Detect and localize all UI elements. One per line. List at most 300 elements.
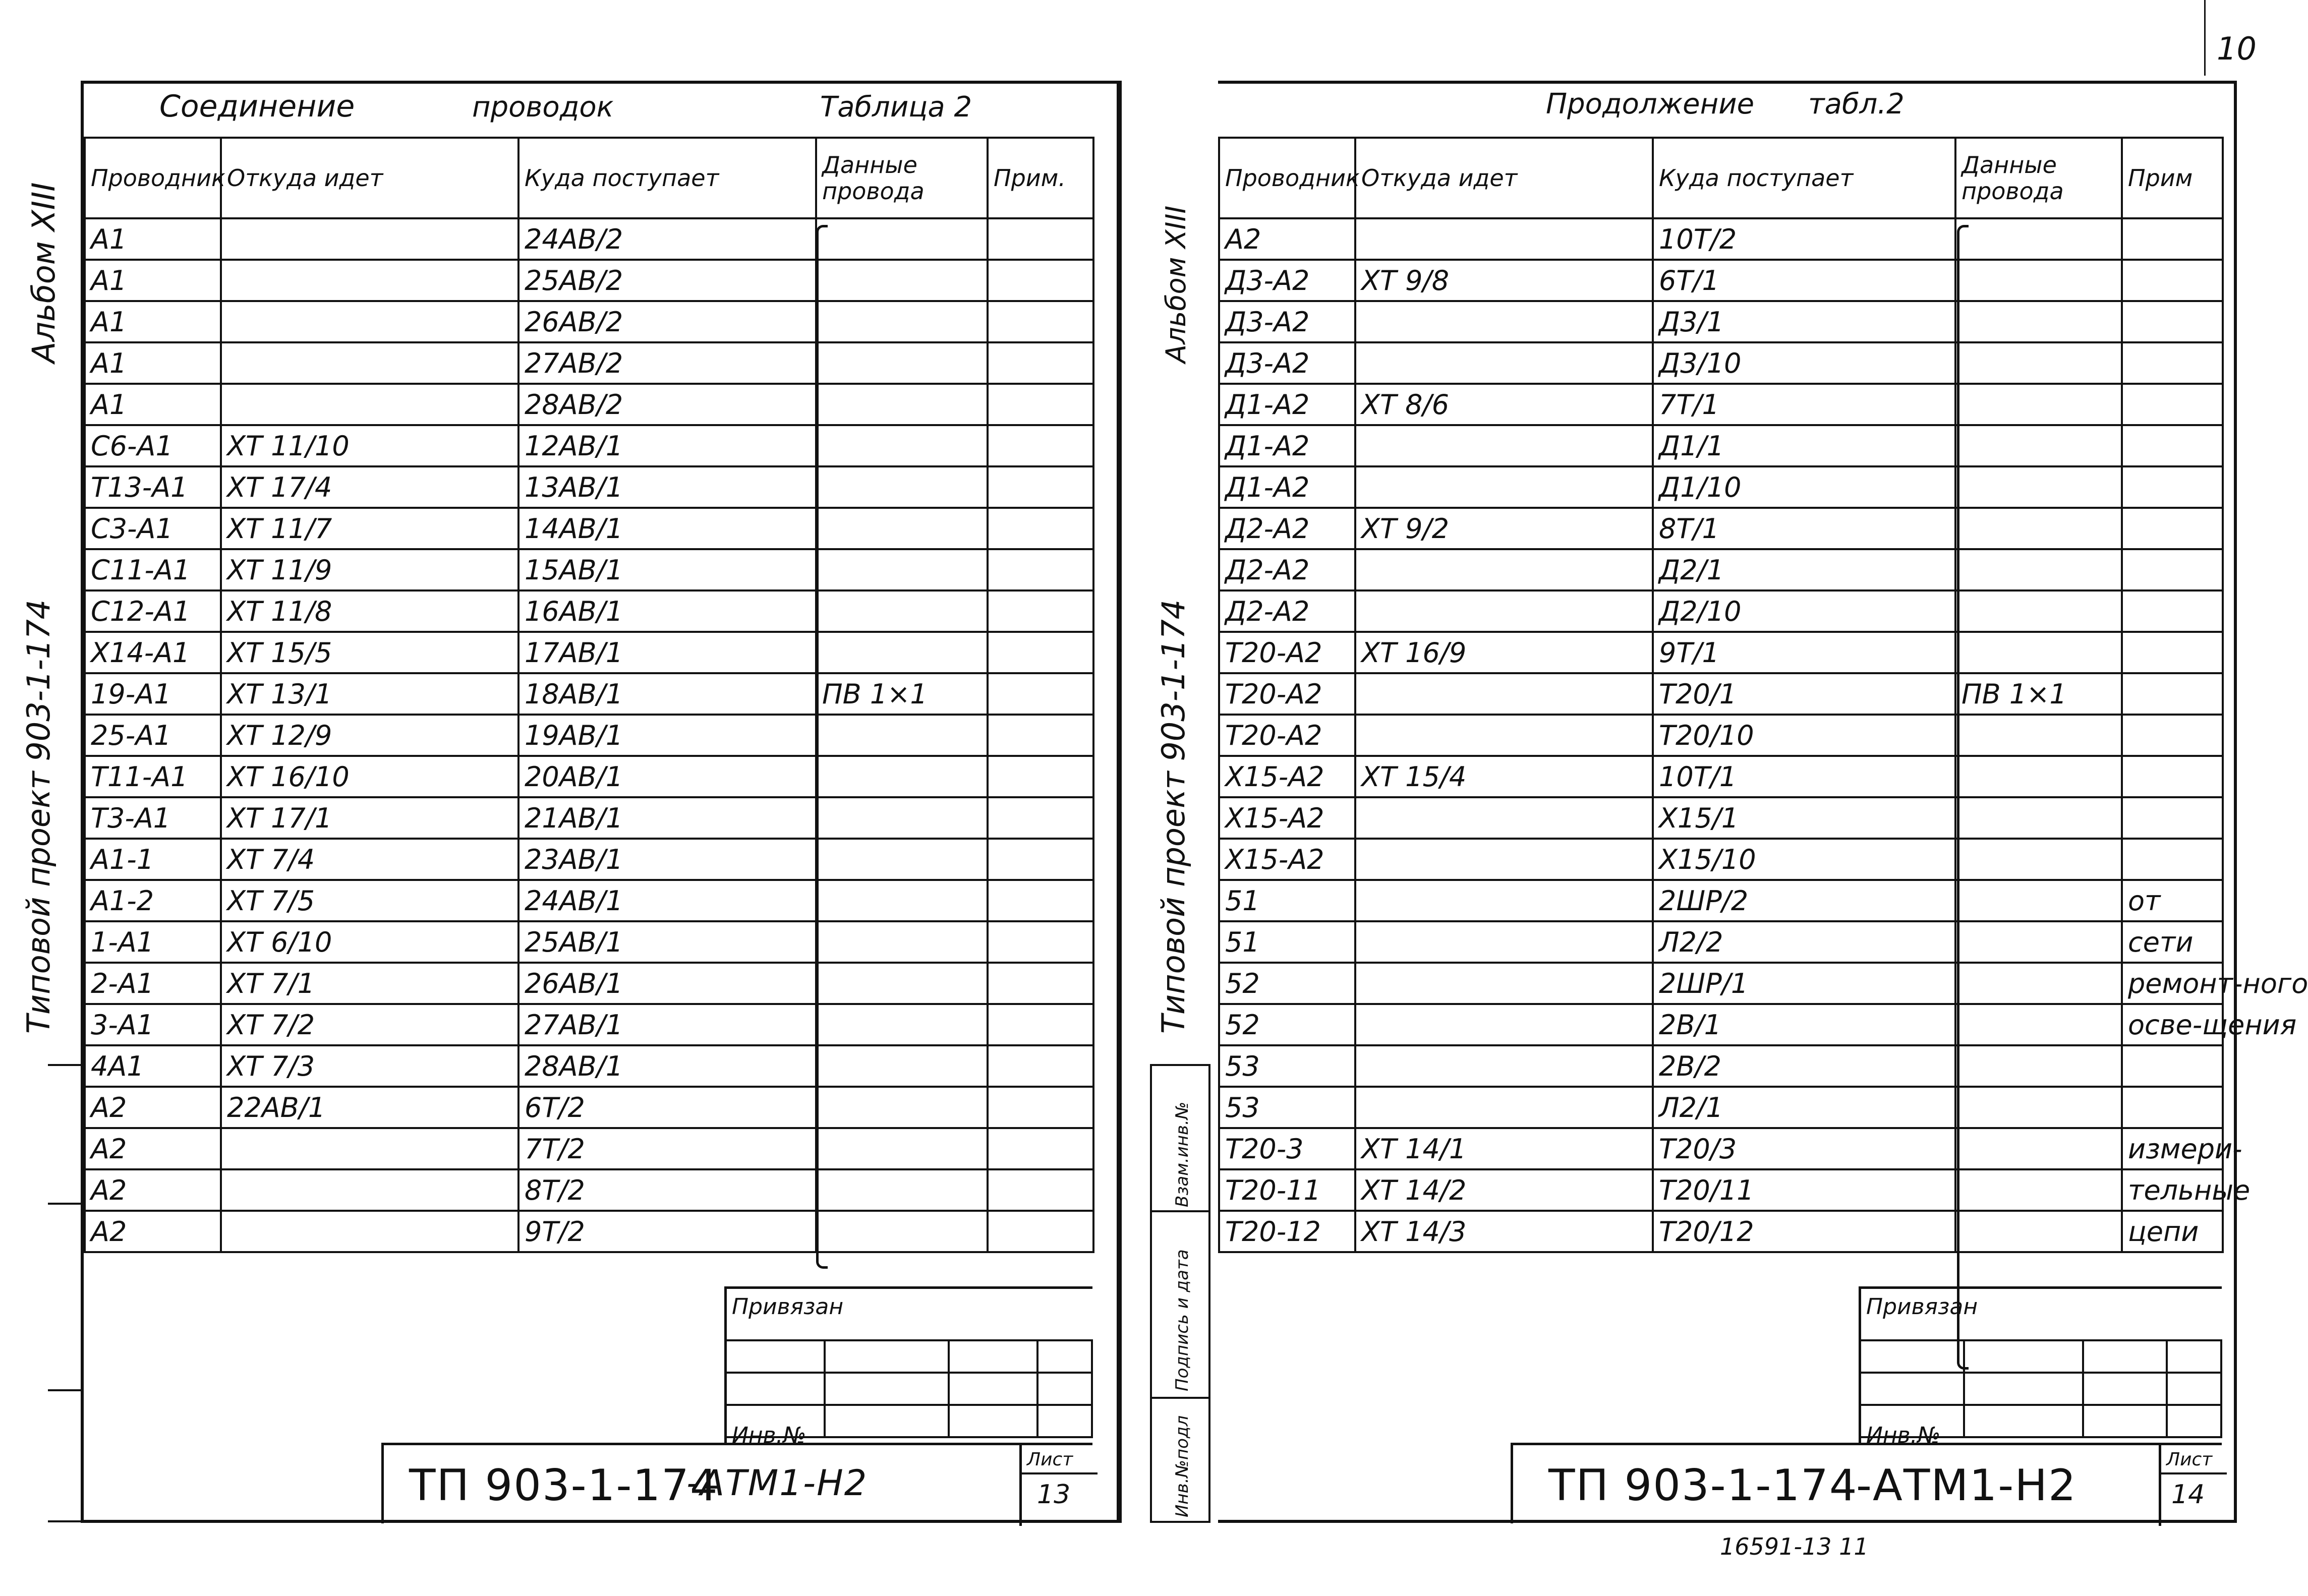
cell-to: Д3/10 [1653,342,1955,384]
cell-wire-data [1955,1045,2122,1087]
right-sheet-no-box [2159,1445,2227,1526]
right-title: Продолжение [1546,88,1755,121]
cell-wire-data [816,425,988,466]
cell-conductor: Д3-A2 [1219,260,1355,301]
cell-note [2122,673,2223,715]
cell-note: тельные [2122,1169,2223,1211]
cell-conductor: Д1-A2 [1219,466,1355,508]
cell-wire-data [1955,549,2122,590]
cell-note [988,1169,1093,1211]
cell-from [221,384,518,425]
cell-from [221,1128,518,1169]
right-title-block [1511,1443,2222,1523]
cell-from [1355,797,1653,839]
table-row [85,673,1093,715]
cell-note [988,260,1093,301]
left-sheet-number: 13 [1037,1480,1071,1510]
table-row [1219,590,2223,632]
table-row [1219,880,2223,921]
cell-conductor: 52 [1219,1004,1355,1045]
cell-from: XT 17/4 [221,466,518,508]
table-row [85,301,1093,342]
table-row [1219,1004,2223,1045]
cell-note [988,342,1093,384]
table-row [1219,384,2223,425]
table-row [1219,921,2223,963]
cell-note [988,549,1093,590]
cell-conductor: T20-A2 [1219,715,1355,756]
left-wire-table [84,137,1094,1253]
cell-from [1355,1087,1653,1128]
cell-to: 17AB/1 [518,632,816,673]
cell-from [1355,839,1653,880]
right-stamp-code: ТП 903-1-174 [1548,1460,1858,1511]
cell-wire-data [816,1087,988,1128]
cell-note [2122,384,2223,425]
cell-wire-data [816,466,988,508]
cell-note [2122,218,2223,260]
cell-conductor: 53 [1219,1045,1355,1087]
cell-note [988,756,1093,797]
cell-note [988,384,1093,425]
cell-to: X15/10 [1653,839,1955,880]
cell-to: T20/11 [1653,1169,1955,1211]
cell-to: 25AB/1 [518,921,816,963]
table-row [85,590,1093,632]
cell-wire-data [816,797,988,839]
header-conductor: Проводник [85,138,221,218]
table-row [1219,508,2223,549]
cell-conductor: T13-A1 [85,466,221,508]
cell-conductor: 51 [1219,921,1355,963]
cell-to: 24AB/2 [518,218,816,260]
right-table-label: табл.2 [1808,88,1905,121]
cell-from: XT 16/10 [221,756,518,797]
cell-wire-data [816,963,988,1004]
cell-from: XT 6/10 [221,921,518,963]
cell-from: 22AB/1 [221,1087,518,1128]
cell-wire-data: ПВ 1×1 [816,673,988,715]
table-row [1219,218,2223,260]
cell-note [2122,1087,2223,1128]
cell-conductor: Д1-A2 [1219,384,1355,425]
cell-note [988,590,1093,632]
cell-wire-data [816,1045,988,1087]
cell-wire-data [816,1004,988,1045]
cell-to: 15AB/1 [518,549,816,590]
cell-note [2122,1045,2223,1087]
table-row [1219,797,2223,839]
cell-note: от [2122,880,2223,921]
cell-wire-data [1955,342,2122,384]
cell-note: цепи [2122,1211,2223,1252]
cell-note [988,673,1093,715]
cell-from [1355,590,1653,632]
cell-from [1355,1004,1653,1045]
right-sheet-label: Лист [2166,1449,2213,1470]
cell-wire-data [816,839,988,880]
cell-conductor: A2 [85,1169,221,1211]
cell-wire-data [1955,921,2122,963]
cell-conductor: T20-A2 [1219,673,1355,715]
side-stamp-cell [1152,1212,1208,1399]
cell-note [988,301,1093,342]
right-stamp-suffix: -АТМ1-Н2 [1856,1460,2077,1511]
table-row [85,880,1093,921]
cell-to: Л2/2 [1653,921,1955,963]
cell-note [988,1128,1093,1169]
cell-from: XT 7/1 [221,963,518,1004]
cell-from [1355,715,1653,756]
cell-wire-data [1955,797,2122,839]
cell-to: 10T/2 [1653,218,1955,260]
cell-note [2122,549,2223,590]
cell-note [2122,342,2223,384]
cell-conductor: Д3-A2 [1219,342,1355,384]
cell-note [988,1045,1093,1087]
cell-to: Д1/1 [1653,425,1955,466]
cell-note [988,508,1093,549]
table-row [1219,342,2223,384]
table-row [85,1004,1093,1045]
cell-note [988,963,1093,1004]
cell-wire-data [1955,756,2122,797]
cell-conductor: Д3-A2 [1219,301,1355,342]
cell-conductor: C3-A1 [85,508,221,549]
cell-note: сети [2122,921,2223,963]
table-row [1219,549,2223,590]
table-row [85,839,1093,880]
cell-from: XT 11/7 [221,508,518,549]
left-sheet-no-box [1019,1445,1098,1526]
cell-to: 26AB/1 [518,963,816,1004]
header-note: Прим. [988,138,1093,218]
cell-note [2122,590,2223,632]
cell-from: XT 12/9 [221,715,518,756]
cell-conductor: T3-A1 [85,797,221,839]
cell-conductor: A1-2 [85,880,221,921]
cell-from: XT 17/1 [221,797,518,839]
header-from: Откуда идет [1355,138,1653,218]
cell-conductor: C6-A1 [85,425,221,466]
cell-note [988,425,1093,466]
cell-from: XT 15/5 [221,632,518,673]
table-row [1219,1087,2223,1128]
cell-conductor: 2-A1 [85,963,221,1004]
table-row [85,466,1093,508]
left-title-2: проводок [472,91,614,124]
cell-from: XT 14/3 [1355,1211,1653,1252]
cell-from [1355,673,1653,715]
cell-wire-data [816,384,988,425]
table-row [1219,1128,2223,1169]
header-note: Прим [2122,138,2223,218]
cell-to: 27AB/2 [518,342,816,384]
right-table-header [1219,138,2223,218]
left-stamp-suffix: -АТМ1-Н2 [686,1462,868,1504]
table-row [1219,260,2223,301]
cell-conductor: 1-A1 [85,921,221,963]
cell-to: 7T/2 [518,1128,816,1169]
cell-wire-data [816,1169,988,1211]
page-number: 10 [2217,30,2257,67]
cell-note [2122,466,2223,508]
right-wire-data-brace [1957,225,1969,1370]
cell-wire-data [816,508,988,549]
table-row [85,508,1093,549]
cell-to: 26AB/2 [518,301,816,342]
cell-wire-data [1955,1211,2122,1252]
cell-from [1355,425,1653,466]
side-stamp-replace-inv: Взам.инв.№ [1172,1101,1192,1207]
side-stamp-cell [1152,1066,1208,1212]
cell-to: 6T/2 [518,1087,816,1128]
table-row [1219,839,2223,880]
cell-wire-data [816,715,988,756]
cell-conductor: A2 [85,1128,221,1169]
cell-to: 9T/2 [518,1211,816,1252]
cell-wire-data [1955,715,2122,756]
cell-wire-data [1955,301,2122,342]
page-number-frame [2204,0,2206,76]
table-row [85,1128,1093,1169]
cell-conductor: T11-A1 [85,756,221,797]
cell-conductor: A1 [85,260,221,301]
cell-note [988,839,1093,880]
cell-from: XT 15/4 [1355,756,1653,797]
cell-wire-data [1955,632,2122,673]
table-row [85,756,1093,797]
cell-note [988,466,1093,508]
table-row [85,1211,1093,1252]
cell-from: XT 14/2 [1355,1169,1653,1211]
table-row [1219,466,2223,508]
table-row [1219,301,2223,342]
table-row [1219,1045,2223,1087]
cell-note [988,715,1093,756]
cell-note [988,1004,1093,1045]
cell-from: XT 7/3 [221,1045,518,1087]
cell-from: XT 16/9 [1355,632,1653,673]
cell-note [2122,797,2223,839]
cell-note [988,218,1093,260]
cell-from [1355,921,1653,963]
table-row [1219,1169,2223,1211]
right-sidebar-project: Типовой проект 903-1-174 [1155,599,1192,1034]
cell-note: освe-щения [2122,1004,2223,1045]
cell-conductor: A1 [85,218,221,260]
table-row [85,342,1093,384]
cell-wire-data [1955,218,2122,260]
side-stamp-cell [1152,1399,1208,1525]
table-row [85,921,1093,963]
cell-wire-data [816,921,988,963]
table-row [85,963,1093,1004]
cell-to: 20AB/1 [518,756,816,797]
cell-to: 13AB/1 [518,466,816,508]
left-bound-block [724,1286,1092,1448]
cell-from: XT 9/2 [1355,508,1653,549]
cell-note [2122,715,2223,756]
cell-wire-data [1955,590,2122,632]
cell-to: Д2/10 [1653,590,1955,632]
cell-to: 7T/1 [1653,384,1955,425]
cell-note [2122,508,2223,549]
left-title-block [381,1443,1092,1523]
cell-to: 27AB/1 [518,1004,816,1045]
cell-note [2122,260,2223,301]
table-row [1219,963,2223,1004]
cell-conductor: X15-A2 [1219,839,1355,880]
cell-to: 21AB/1 [518,797,816,839]
cell-to: T20/10 [1653,715,1955,756]
cell-from: XT 7/4 [221,839,518,880]
cell-to: 16AB/1 [518,590,816,632]
cell-conductor: A1 [85,301,221,342]
table-row [1219,756,2223,797]
table-row [1219,673,2223,715]
cell-note [988,880,1093,921]
cell-note [988,1211,1093,1252]
cell-note [988,632,1093,673]
cell-wire-data [1955,508,2122,549]
margin-tick [48,1389,83,1391]
cell-to: 28AB/2 [518,384,816,425]
cell-from [1355,301,1653,342]
table-row [85,1087,1093,1128]
left-table-label: Таблица 2 [820,91,972,124]
left-stamp-code: ТП 903-1-174 [409,1460,719,1511]
cell-conductor: Д2-A2 [1219,508,1355,549]
cell-to: T20/1 [1653,673,1955,715]
right-bound-label: Привязан [1866,1294,1978,1320]
cell-conductor: 53 [1219,1087,1355,1128]
cell-from [221,301,518,342]
cell-wire-data [816,218,988,260]
cell-wire-data [1955,1169,2122,1211]
table-row [1219,1211,2223,1252]
cell-from [1355,880,1653,921]
cell-to: X15/1 [1653,797,1955,839]
table-row [85,549,1093,590]
cell-wire-data [1955,425,2122,466]
cell-to: 19AB/1 [518,715,816,756]
cell-from: XT 14/1 [1355,1128,1653,1169]
table-row [1219,715,2223,756]
cell-to: Д1/10 [1653,466,1955,508]
footer-note: 16591-13 11 [1720,1533,1869,1560]
cell-wire-data [816,632,988,673]
cell-from: XT 8/6 [1355,384,1653,425]
cell-to: 25AB/2 [518,260,816,301]
header-wire-data: Данные провода [1955,138,2122,218]
cell-note: измери- [2122,1128,2223,1169]
cell-to: 8T/2 [518,1169,816,1211]
cell-note [2122,839,2223,880]
left-sidebar-project: Типовой проект 903-1-174 [20,599,57,1034]
cell-wire-data [1955,466,2122,508]
cell-conductor: Д1-A2 [1219,425,1355,466]
margin-tick [48,1203,83,1205]
cell-to: T20/3 [1653,1128,1955,1169]
left-bound-label: Привязан [732,1294,844,1320]
cell-wire-data: ПВ 1×1 [1955,673,2122,715]
side-stamp-inv-original: Инв.№подл [1172,1415,1192,1517]
left-inv-label: Инв.№ [732,1423,806,1448]
cell-from [1355,963,1653,1004]
table-row [85,715,1093,756]
cell-note [2122,756,2223,797]
table-row [1219,632,2223,673]
left-sidebar-album: Альбом XIII [25,182,62,363]
cell-conductor: A1 [85,384,221,425]
left-wire-data-brace [816,225,828,1269]
cell-from: XT 7/2 [221,1004,518,1045]
cell-from [221,260,518,301]
cell-wire-data [816,549,988,590]
cell-to: 14AB/1 [518,508,816,549]
cell-to: 28AB/1 [518,1045,816,1087]
cell-wire-data [816,301,988,342]
cell-note [988,1087,1093,1128]
cell-to: 10T/1 [1653,756,1955,797]
cell-conductor: 19-A1 [85,673,221,715]
cell-conductor: A1-1 [85,839,221,880]
sheet-divider [1120,81,1122,1523]
cell-from [1355,218,1653,260]
margin-tick [48,1520,103,1522]
cell-from: XT 11/8 [221,590,518,632]
cell-conductor: 51 [1219,880,1355,921]
left-sheet [81,81,1120,1523]
right-wire-table [1218,137,2308,1253]
cell-to: 2ШР/1 [1653,963,1955,1004]
cell-wire-data [1955,384,2122,425]
right-sheet-number: 14 [2171,1480,2205,1510]
table-row [85,384,1093,425]
left-sheet-label: Лист [1027,1449,1073,1470]
cell-from [1355,1045,1653,1087]
cell-conductor: C12-A1 [85,590,221,632]
cell-conductor: 52 [1219,963,1355,1004]
cell-note [988,797,1093,839]
left-table-header [85,138,1093,218]
cell-conductor: X15-A2 [1219,797,1355,839]
table-row [85,632,1093,673]
cell-conductor: T20-A2 [1219,632,1355,673]
cell-wire-data [816,880,988,921]
cell-note: ремонт-ного [2122,963,2223,1004]
cell-conductor: 25-A1 [85,715,221,756]
cell-wire-data [816,260,988,301]
cell-conductor: A1 [85,342,221,384]
cell-from [1355,549,1653,590]
cell-to: 2ШР/2 [1653,880,1955,921]
cell-to: 18AB/1 [518,673,816,715]
cell-wire-data [1955,963,2122,1004]
cell-to: Л2/1 [1653,1087,1955,1128]
header-conductor: Проводник [1219,138,1355,218]
cell-wire-data [816,590,988,632]
cell-from: XT 11/9 [221,549,518,590]
cell-conductor: Д2-A2 [1219,549,1355,590]
cell-wire-data [816,342,988,384]
side-stamp [1150,1064,1210,1523]
cell-from [221,1211,518,1252]
cell-wire-data [1955,260,2122,301]
cell-from [221,342,518,384]
cell-wire-data [1955,839,2122,880]
